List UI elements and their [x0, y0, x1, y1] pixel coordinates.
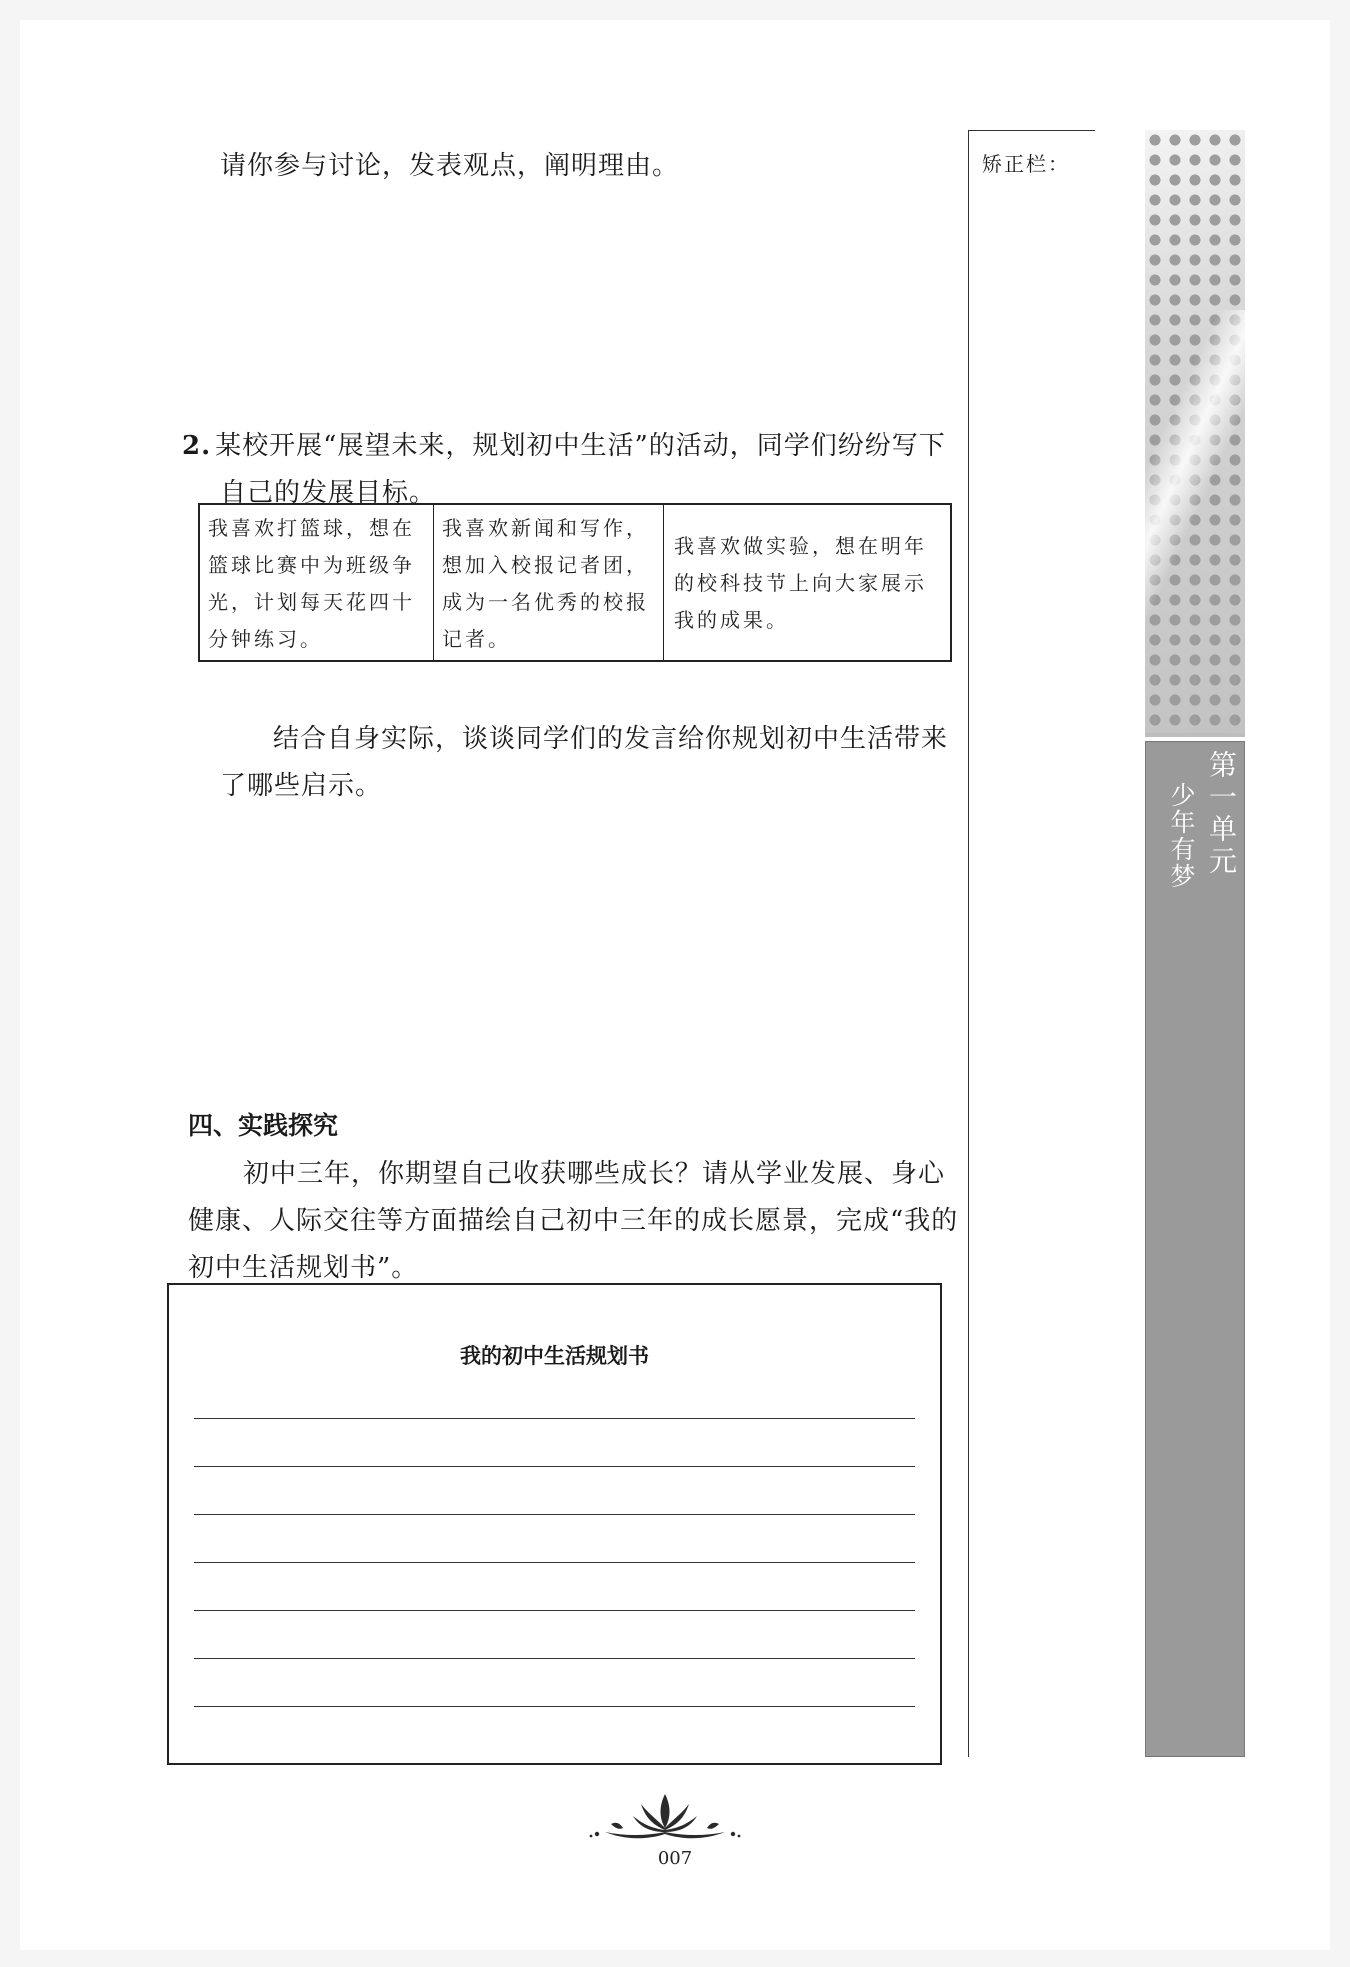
- writing-line[interactable]: [194, 1658, 915, 1659]
- writing-line[interactable]: [194, 1610, 915, 1611]
- goal-text: 我喜欢打篮球，想在篮球比赛中为班级争光，计划每天花四十分钟练习。: [208, 515, 415, 651]
- writing-line[interactable]: [194, 1514, 915, 1515]
- unit-label: 第一单元: [1205, 750, 1238, 878]
- writing-line[interactable]: [194, 1418, 915, 1419]
- unit-tab: [1145, 741, 1245, 1757]
- writing-line[interactable]: [194, 1466, 915, 1467]
- plan-title: 我的初中生活规划书: [460, 1344, 649, 1368]
- floral-ornament-icon: [585, 1792, 745, 1842]
- question-2-text: 某校开展“展望未来，规划初中生活”的活动，同学们纷纷写下: [215, 431, 946, 461]
- goal-text: 我喜欢做实验，想在明年的校科技节上向大家展示我的成果。: [674, 534, 927, 632]
- plan-box[interactable]: [167, 1283, 942, 1765]
- writing-line[interactable]: [194, 1562, 915, 1563]
- unit-theme: 少年有梦: [1167, 782, 1196, 890]
- question-2-line1: [182, 422, 946, 470]
- question-2-prompt-line2: 了哪些启示。: [220, 771, 383, 801]
- correction-column[interactable]: [968, 130, 1095, 1757]
- goal-text: 我喜欢新闻和写作，想加入校报记者团，成为一名优秀的校报记者。: [442, 515, 649, 651]
- section-4-line3: 初中生活规划书”。: [188, 1253, 419, 1283]
- correction-label: 矫正栏：: [982, 152, 1070, 176]
- goal-cell-experiment: [663, 505, 950, 660]
- writing-line[interactable]: [194, 1706, 915, 1707]
- section-4-line1: 初中三年，你期望自己收获哪些成长？请从学业发展、身心: [243, 1159, 946, 1189]
- section-4-title: 四、实践探究: [188, 1111, 339, 1140]
- question-2-number: 2.: [182, 431, 212, 461]
- question-1-tail: 请你参与讨论，发表观点，阐明理由。: [220, 151, 680, 181]
- student-goals-table: [198, 503, 952, 662]
- question-2-line2: 自己的发展目标。: [220, 478, 437, 508]
- question-2-prompt-line1: 结合自身实际，谈谈同学们的发言给你规划初中生活带来: [273, 724, 949, 754]
- section-4-line2: 健康、人际交往等方面描绘自己初中三年的成长愿景，完成“我的: [188, 1206, 959, 1236]
- goal-cell-reporter: [433, 505, 663, 660]
- side-tab-decoration: [1145, 130, 1245, 737]
- page-number: 007: [657, 1848, 693, 1869]
- goal-cell-basketball: [200, 505, 433, 660]
